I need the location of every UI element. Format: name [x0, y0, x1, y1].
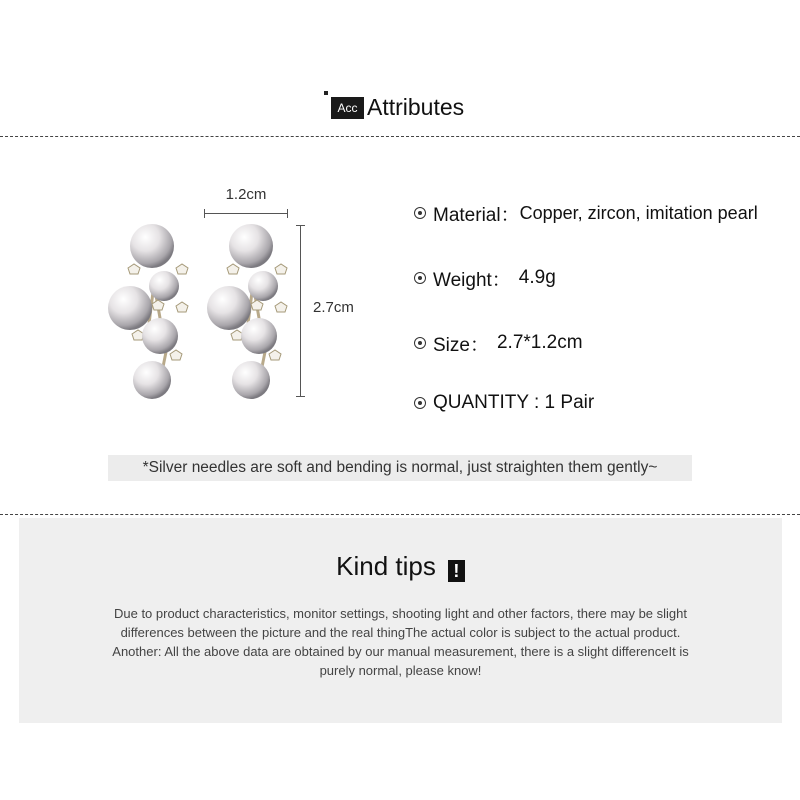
spec-value: 2.7*1.2cm — [496, 332, 583, 353]
height-dimension-line — [300, 225, 301, 397]
section-header — [0, 88, 800, 128]
radio-bullet-icon — [414, 337, 426, 349]
tips-line: purely normal, please know! — [319, 663, 482, 678]
section-title: Attributes — [367, 94, 465, 120]
spec-size — [414, 330, 583, 356]
tips-line: differences between the picture and the real thingThe actual color is subject to the actual product. — [120, 625, 681, 640]
kind-tips-panel — [19, 518, 782, 723]
product-image-earrings — [100, 218, 300, 408]
warning-icon: ! — [448, 560, 465, 582]
header-badge: Acc — [331, 97, 364, 119]
tips-line: Another: All the above data are obtained by our manual measurement, there is a slight differenceIt is — [112, 644, 689, 659]
radio-bullet-icon — [414, 397, 426, 409]
radio-bullet-icon — [414, 207, 426, 219]
tips-line: Due to product characteristics, monitor settings, shooting light and other factors, there may be slight — [113, 606, 687, 621]
badge-dot — [324, 91, 328, 95]
radio-bullet-icon — [414, 272, 426, 284]
spec-label: QUANTITY : 1 Pair — [433, 392, 595, 413]
height-dimension-label: 2.7cm — [313, 299, 354, 316]
spec-label: Weight： — [433, 269, 511, 291]
width-dimension-label: 1.2cm — [225, 186, 267, 203]
spec-weight — [414, 265, 556, 291]
divider-top — [0, 136, 800, 137]
care-note: *Silver needles are soft and bending is normal, just straighten them gently~ — [108, 455, 692, 481]
tips-body — [59, 604, 742, 680]
tips-title-text: Kind tips — [336, 551, 436, 581]
tips-title — [19, 551, 782, 582]
spec-material — [414, 200, 758, 226]
width-dimension-line — [204, 213, 288, 214]
spec-label: Material： — [433, 204, 520, 226]
spec-quantity — [414, 390, 594, 416]
spec-value: Copper, zircon, imitation pearl — [519, 202, 758, 223]
divider-bottom — [0, 514, 800, 515]
spec-value: 4.9g — [518, 267, 556, 288]
spec-label: Size： — [433, 334, 489, 356]
